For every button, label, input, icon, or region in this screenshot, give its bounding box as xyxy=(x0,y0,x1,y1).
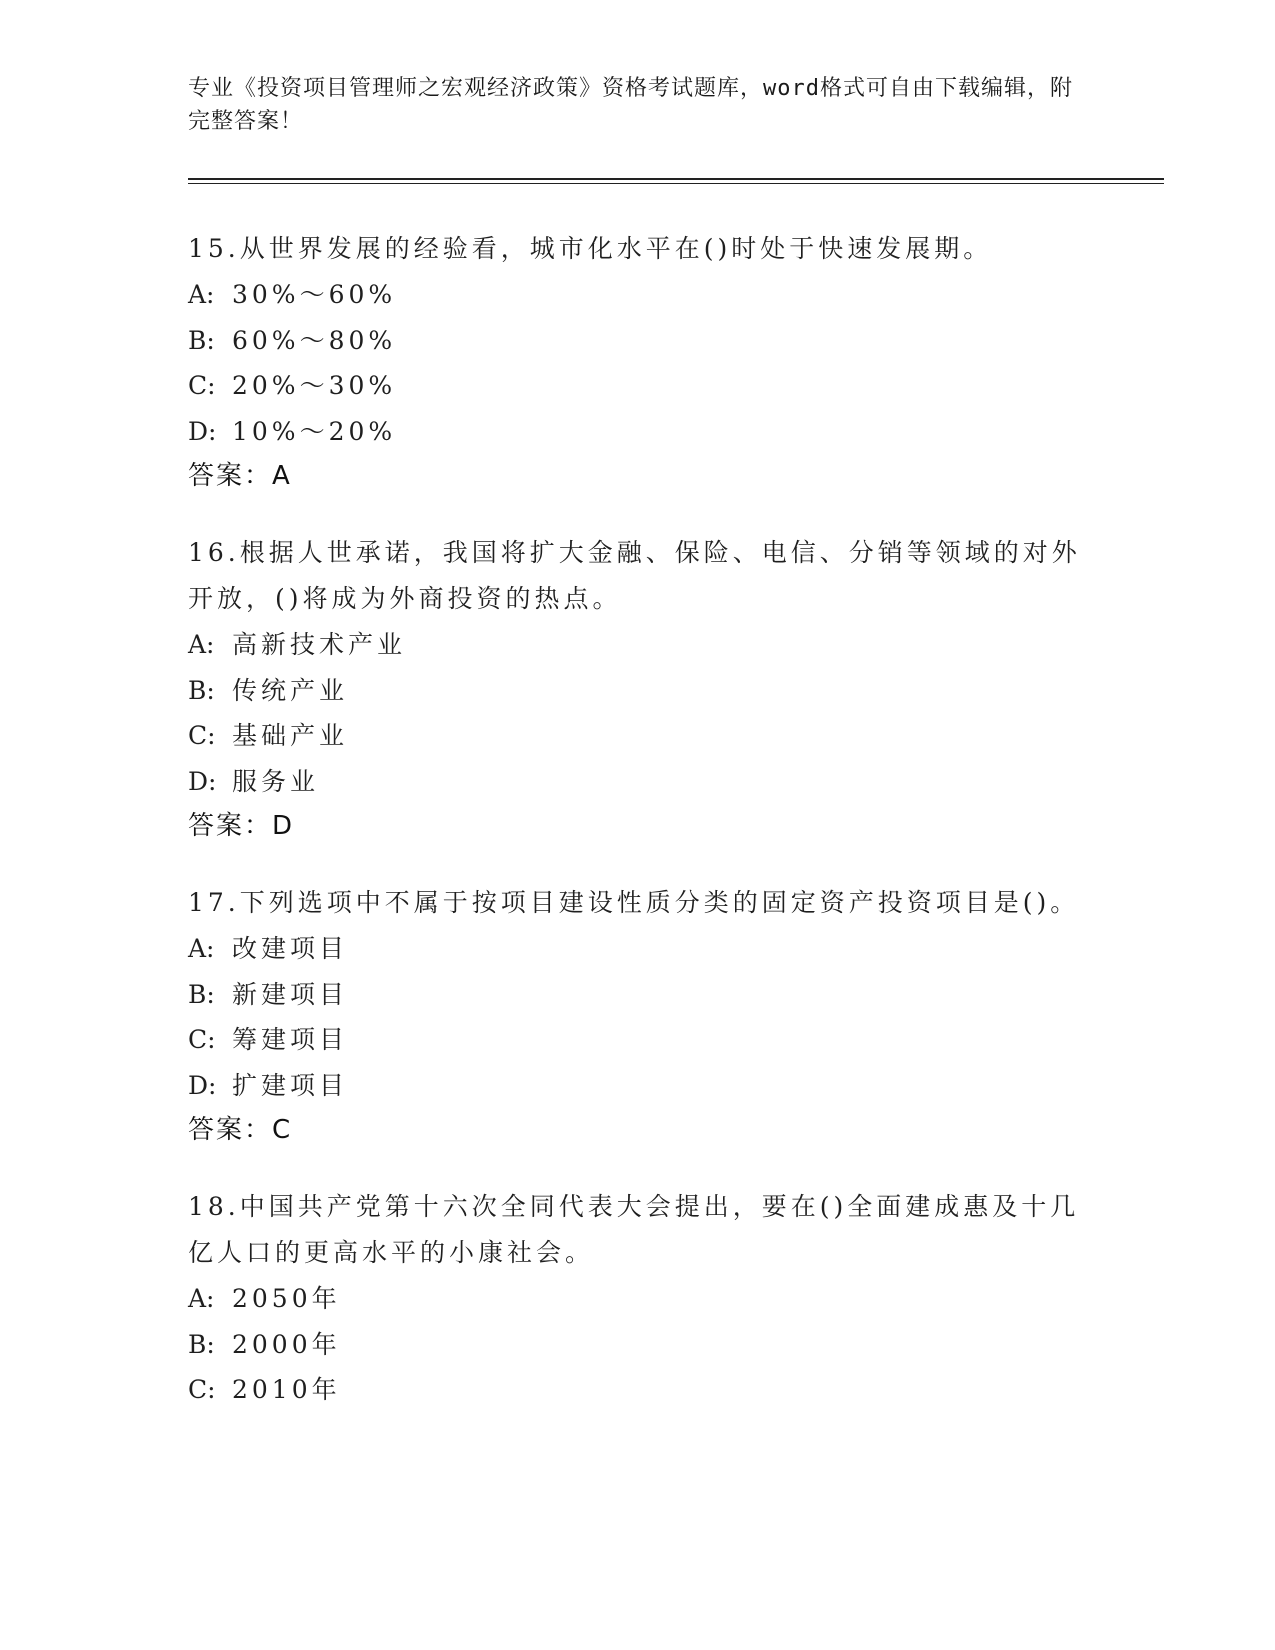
option-letter: A: xyxy=(188,280,215,309)
option-letter: A: xyxy=(188,934,215,963)
option-c xyxy=(188,363,1088,409)
option-letter: C: xyxy=(188,1375,216,1404)
option-text: 筹建项目 xyxy=(232,1025,349,1054)
option-letter: D: xyxy=(188,416,217,446)
option-text: 60%～80% xyxy=(232,325,397,355)
option-text: 2000年 xyxy=(232,1329,341,1359)
option-c xyxy=(188,1017,1088,1063)
answer-line: 答案：D xyxy=(188,811,295,841)
option-text: 新建项目 xyxy=(232,979,349,1009)
question-stem: 17.下列选项中不属于按项目建设性质分类的固定资产投资项目是()。 xyxy=(188,888,1080,917)
option-text: 30%～60% xyxy=(232,280,397,309)
option-text: 2010年 xyxy=(232,1375,341,1404)
option-b xyxy=(188,1322,1088,1368)
option-b xyxy=(188,318,1088,364)
option-text: 10%～20% xyxy=(232,416,397,446)
option-letter: C: xyxy=(188,1025,216,1054)
option-d xyxy=(188,409,1088,455)
question-18 xyxy=(188,1184,1088,1413)
option-text: 20%～30% xyxy=(232,371,397,400)
option-letter: D: xyxy=(188,1070,217,1100)
option-d xyxy=(188,1063,1088,1109)
option-d xyxy=(188,759,1088,805)
answer-line: 答案：A xyxy=(188,461,292,491)
question-stem: 16.根据人世承诺，我国将扩大金融、保险、电信、分销等领域的对外开放，()将成为外商投资的热点。 xyxy=(188,538,1081,613)
header-divider-thin xyxy=(188,183,1164,184)
option-c xyxy=(188,1367,1088,1413)
question-15 xyxy=(188,226,1088,498)
question-stem: 15.从世界发展的经验看，城市化水平在()时处于快速发展期。 xyxy=(188,234,993,263)
option-a xyxy=(188,1276,1088,1322)
option-text: 基础产业 xyxy=(232,721,349,750)
question-17 xyxy=(188,880,1088,1152)
option-text: 改建项目 xyxy=(232,934,349,963)
option-text: 传统产业 xyxy=(232,675,349,705)
option-text: 服务业 xyxy=(232,766,320,796)
option-letter: A: xyxy=(188,630,215,659)
option-b xyxy=(188,668,1088,714)
header-divider-thick xyxy=(188,178,1164,180)
question-stem: 18.中国共产党第十六次全同代表大会提出，要在()全面建成惠及十几亿人口的更高水平的小康社会。 xyxy=(188,1192,1080,1267)
option-letter: B: xyxy=(188,1329,215,1359)
answer-line: 答案：C xyxy=(188,1115,293,1145)
option-letter: B: xyxy=(188,325,215,355)
option-letter: B: xyxy=(188,675,215,705)
option-letter: B: xyxy=(188,979,215,1009)
option-text: 高新技术产业 xyxy=(232,630,407,659)
option-letter: A: xyxy=(188,1284,215,1313)
option-a xyxy=(188,926,1088,972)
option-letter: C: xyxy=(188,371,216,400)
option-c xyxy=(188,713,1088,759)
question-16 xyxy=(188,530,1088,848)
option-a xyxy=(188,272,1088,318)
option-letter: D: xyxy=(188,766,217,796)
option-letter: C: xyxy=(188,721,216,750)
option-text: 2050年 xyxy=(232,1284,341,1313)
option-a xyxy=(188,622,1088,668)
option-text: 扩建项目 xyxy=(232,1070,349,1100)
option-b xyxy=(188,972,1088,1018)
document-header: 专业《投资项目管理师之宏观经济政策》资格考试题库，word格式可自由下载编辑，附完整答案！ xyxy=(188,76,1073,134)
